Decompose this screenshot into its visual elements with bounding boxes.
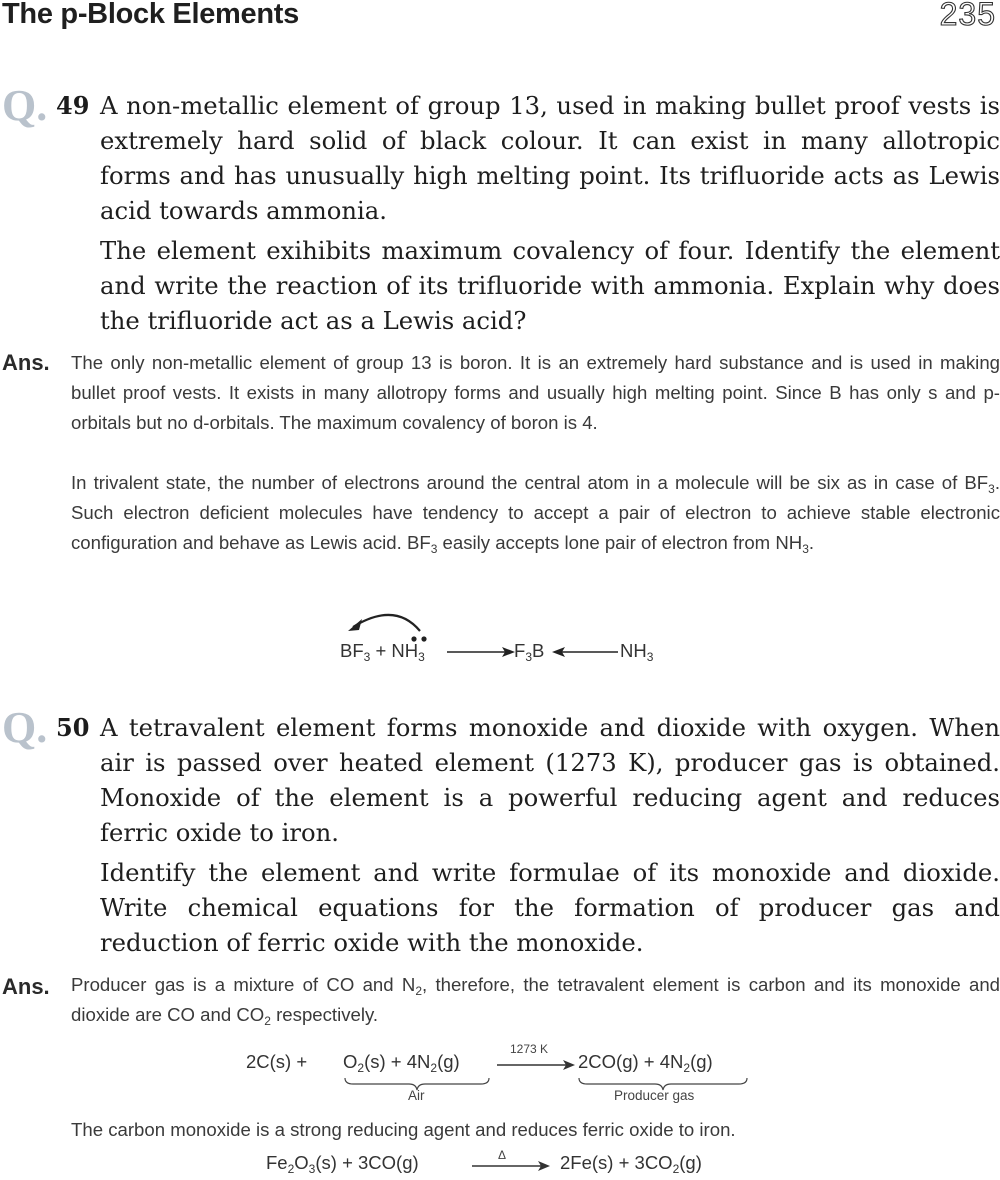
answer-paragraph-1 [71,970,1000,1030]
formula: BF [340,640,364,661]
formula: F [514,640,526,661]
subscript: 2 [683,1061,691,1075]
answer-text: In trivalent state, the number of electrons around the central atom in a molecule will be six as in case of BF [71,472,989,493]
formula: (s) + 4N [364,1051,431,1072]
subscript: 3 [363,650,371,664]
producer-gas-label: Producer gas [614,1088,695,1103]
question-number: 49 [56,91,90,120]
subscript: 3 [418,650,425,664]
answer-text: respectively. [270,1004,379,1025]
formula: Fe [266,1152,288,1173]
formula: NH [391,640,419,661]
equation-ferric-oxide-lhs [266,1152,419,1174]
page-number: 235 [939,0,996,32]
adduct-right [620,640,653,662]
subscript: 2 [430,1061,438,1075]
question-label: Q. [2,81,48,130]
answer-paragraph-2 [71,468,1000,558]
reaction-arrow [497,1059,577,1071]
question-paragraph-1: A tetravalent element forms monoxide and dioxide with oxygen. When air is passed over heated element (1273 K), producer gas is obtained. Monoxide of the element is a powerful reducing agent and reduces ferric oxide to iron. [100,713,1000,847]
question-number: 50 [56,713,90,742]
adduct-left [514,640,544,662]
formula: (g) [679,1152,702,1173]
answer-text: easily accepts lone pair of electron from NH [437,532,803,553]
formula: NH [620,640,647,661]
air-label: Air [408,1088,425,1103]
equation-air-expression [343,1051,460,1073]
subscript: 3 [525,650,532,664]
question-paragraph-1: A non-metallic element of group 13, used in making bullet proof vests is extremely hard solid of black colour. It can exist in many allotropic forms and has unusually high melting point. Its trifluoride acts as Lewis acid towards ammonia. [100,91,1000,225]
subscript: 3 [646,650,654,664]
subscript: 2 [672,1162,680,1176]
plus-sign: + [375,640,387,661]
temperature-condition: 1273 K [510,1042,549,1056]
formula: B [532,640,545,661]
subscript: 2 [415,984,422,998]
answer-text: Producer gas is a mixture of CO and N [71,974,416,995]
answer-label: Ans. [2,974,50,999]
reaction-arrow [472,1160,552,1172]
subscript: 2 [264,1014,271,1028]
coordinate-bond-arrow [552,646,622,658]
reaction-arrow [447,646,517,658]
heat-condition: Δ [498,1148,507,1162]
answer-text: . Such electron deficient molecules have tendency to accept a pair of electron to achieve stable electronic configuration and behave as Lewis acid. BF [71,472,1000,553]
formula: 2CO(g) + 4N [578,1051,684,1072]
subscript: 2 [287,1162,295,1176]
equation-lhs-carbon: 2C(s) + [246,1051,308,1072]
answer-paragraph-1: The only non-metallic element of group 13 is boron. It is an extremely hard substance and is used in making bullet proof vests. It exists in many allotropy forms and usually high melting point. Since B has only s and p-orbitals but no d-orbitals. The maximum covalency of boron is 4. [71,352,1000,433]
answer-label: Ans. [2,350,50,375]
subscript: 3 [802,542,809,556]
formula: O [294,1152,309,1173]
subscript: 3 [308,1162,316,1176]
chapter-title: The p-Block Elements [2,0,299,30]
formula: O [343,1051,358,1072]
formula: (s) + 3CO(g) [315,1152,419,1173]
reaction-bf3-nh3 [340,640,425,662]
subscript: 2 [357,1061,365,1075]
answer-text: . [808,532,815,553]
subscript: 3 [988,482,995,496]
answer-paragraph-2: The carbon monoxide is a strong reducing agent and reduces ferric oxide to iron. [71,1119,736,1140]
formula: (g) [437,1051,460,1072]
question-label: Q. [2,703,48,752]
equation-iron-rhs [560,1152,702,1174]
answer-text: , therefore, the tetravalent element is carbon and its monoxide and dioxide are CO and CO [71,974,1000,1025]
formula: 2Fe(s) + 3CO [560,1152,673,1173]
question-paragraph-2: Identify the element and write formulae of its monoxide and dioxide. Write chemical equations for the formation of producer gas and reduction of ferric oxide with the monoxide. [100,858,1000,957]
question-paragraph-2: The element exihibits maximum covalency of four. Identify the element and write the reaction of its trifluoride with ammonia. Explain why does the trifluoride act as a Lewis acid? [100,236,1000,335]
formula: (g) [690,1051,713,1072]
subscript: 3 [430,542,438,556]
equation-producer-expression [578,1051,713,1073]
